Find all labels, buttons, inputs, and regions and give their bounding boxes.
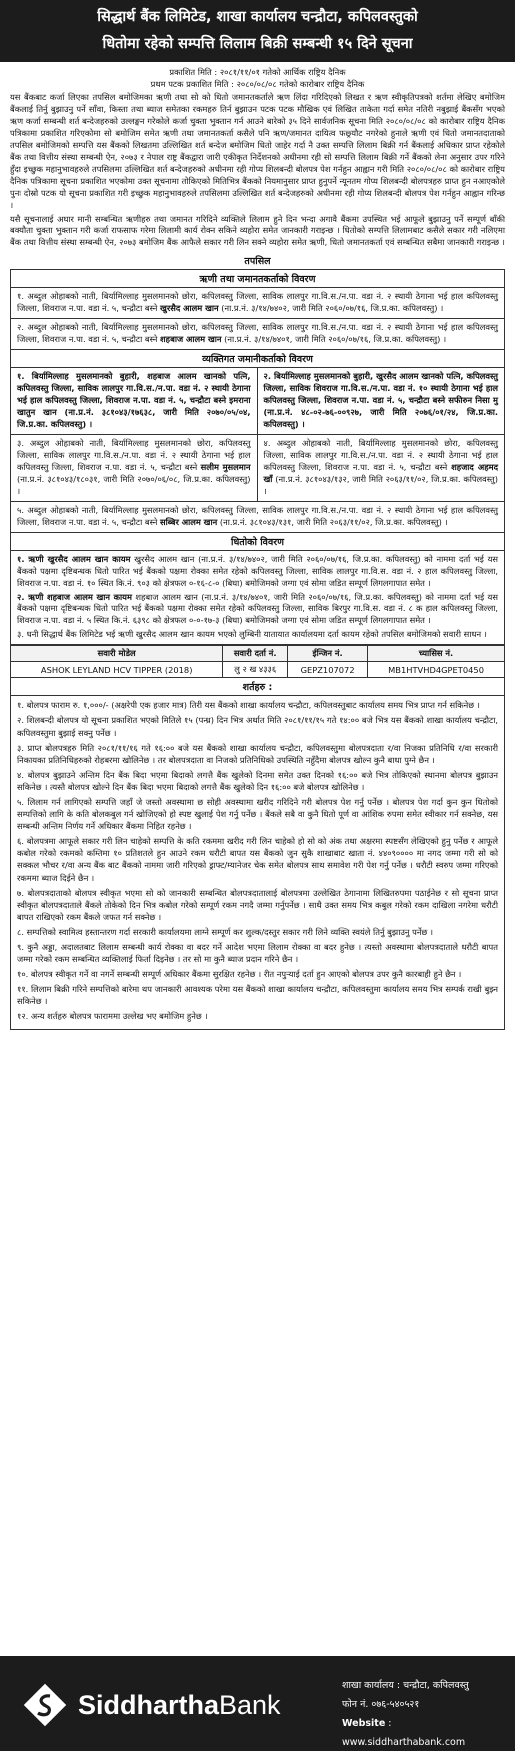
borrower-item [10,288,505,319]
term-item: १२. अन्य शर्तहरु बोलपत्र फाराममा उल्लेख भए बमोजिम हुनेछ । [17,1011,208,1022]
vehicle-table-header [11,646,505,662]
guarantor-item [258,435,505,501]
website [342,1714,515,1751]
collateral-details: ३. धनी सिद्धार्थ बैंक लिमिटेड भई ऋणी खुरसैद आलम खान कायम भएको लुम्बिनी यातायात कार्यालयमा दर्ता कायम रहेको तपसिल बमोजिमको सवारी साधन । [17,629,487,640]
borrower-text: २. अब्दुल ओहाबको नाती, बिर्यामिल्लाह मुसलमानको छोरा, कपिलवस्तु जिल्ला, साविक लालपुर गा.वि.स./न.पा. वडा नं. २ स्थायी ठेगाना भई हाल कपिलवस्तु जिल्ला, शिवराज न.पा. वडा नं. ५, चन्द्रौटा बस्ने [17,322,498,345]
schedule-label: तपसिल [244,256,271,268]
vehicle-registration: लु २ ख ४३३६ [223,662,288,678]
guarantor-item [11,368,258,435]
borrower-name: शहबाज आलम खान [160,334,222,345]
guarantor-text: २. बिर्यामिल्लाह मुसलमानको बुहारी, खुरसैद आलम खानको पत्नि, कपिलवस्तु जिल्ला, साविक शिवराज गा.वि.स./न.पा. वडा नं. १० स्थायी ठेगाना भई हाल कपिलवस्तु जिल्ला, शिवराज न.पा. वडा नं. ५, चन्द्रौटा बस्ने [263,371,498,406]
guarantor-name: इमराना खातुन खान [17,395,251,418]
guarantor-details: (ना.प्र.नं. ४८-०२-७६-००९२७, जारी मिति २०७६/०१/२४, जि.प्र.का. कपिलवस्तु) । [263,407,498,430]
guarantor-name: सलीम मुसलमान [200,461,251,472]
col-model: सवारी मोडेल [11,646,223,662]
bank-name-word-1: Siddhartha [78,1689,220,1720]
term-item: ५. लिलाम गर्न लागिएको सम्पत्ति जहाँ जे जस्तो अवस्थामा छ सोही अवस्थामा खरीद गरिदिने गरी बोलपत्र पेश गर्नु पर्नेछ । बोलपत्र पेश गर्दा कुन कुन धितोको सम्पत्तिको लागि के कति बोलकबुल गर्न खोजिएको हो स्पष्ट खुलाई पेश गर्नु पर्नेछ । बैंकले सबै वा कुनै धितो पूर्ण वा आंशिक रुपमा समेत स्वीकार गर्न सक्नेछ, यस सम्बन्धी अन्तिम निर्णय गर्ने अधिकार बैंकमा निहित रहनेछ । [17,796,498,832]
guarantor-item [11,435,258,501]
collateral-item [17,592,498,628]
guarantor-item [258,368,505,435]
guarantors-title: व्यक्तिगत जमानीकर्ताको विवरण [10,350,505,368]
collateral-item [17,629,498,641]
guarantor-name: शहजाद अहमद खाँ [263,461,499,484]
notice-header [0,0,515,62]
contact-info [342,1676,515,1751]
term-item: ८. सम्पत्तिको स्वामित्व हस्तान्तरण गर्दा सरकारी कार्यालयमा लाग्ने सम्पूर्ण कर शुल्क/दस्तुर सकार गरी लिने व्यक्ति स्वयंले तिर्नु बुझाउनु पर्नेछ । [17,926,434,937]
bank-name-word-2: Bank [219,1689,281,1720]
col-chassis: च्यासिस नं. [368,646,505,662]
vehicle-table [10,645,505,678]
header-line-2: धितोमा रहेको सम्पत्ति लिलाम बिक्री सम्बन्धी १५ दिने सूचना [102,36,413,52]
collateral-details: खुरसैद आलम खान (ना.प्र.नं. ३/१४/७४०२, जारी मिति २०६०/०७/१६, जि.प्र.का. कपिलवस्तु) को नाममा दर्ता भई यस बैंकको पक्षमा दृष्टिबन्धक धितो पारित भई बैंकको पक्षमा रोक्का समेत रहेको कपिलवस्तु जिल्ला, साविक लालपुर गा.वि.स. वडा नं. २ हाल कपिलवस्तु जिल्ला, शिवराज न.पा. वडा नं. १० स्थित कि.नं. ९०३ को क्षेत्रफल ०-१६-८-० (बिघा) बमोजिमको जग्गा एवं सोमा जडित सम्पूर्ण लिगलगापात समेत । [17,553,498,588]
guarantors-grid [10,368,505,502]
terms-list [10,696,505,1029]
collateral-details: शहबाज आलम खान (ना.प्र.नं. ३/१४/७४०१, जारी मिति २०६०/०७/१६, जि.प्र.का. कपिलवस्तु) को नाममा दर्ता भई यस बैंकको पक्षमा दृष्टिबन्धक धितो पारित भई बैंकको पक्षमा रोक्का समेत रहेको कपिलवस्तु जिल्ला, साविक बिरपुर गा.वि.स. वडा नं. ८ क हाल कपिलवस्तु जिल्ला, शिवराज न.पा. वडा नं. ५ स्थित कि.नं. ६३९८ को क्षेत्रफल ०-०-१७-३ (बिघा) बमोजिमको जग्गा एवं सोमा जडित सम्पूर्ण लिगलगापात समेत । [17,591,498,626]
collateral-list [10,551,505,646]
term-item: ९. कुनै अड्डा, अदालतबाट लिलाम सम्बन्धी कार्य रोक्का वा बदर गर्ने आदेश भएमा लिलाम रोक्का वा बदर हुनेछ । त्यस्तो अवस्थामा बोलपत्रदाताले धरौटी बापत जम्मा गरेको रकम सम्बन्धित व्यक्तिलाई फिर्ता दिइनेछ । तर सो मा कुनै ब्याज प्रदान गरिने छैन । [17,942,498,965]
website-label: Website [342,1718,386,1729]
guarantor-item [10,502,505,533]
vehicle-model: ASHOK LEYLAND HCV TIPPER (2018) [11,662,223,678]
term-item: ३. प्राप्त बोलपत्रहरु मिति २०८१/११/१६ गते १६:०० बजे यस बैंकको शाखा कार्यालय चन्द्रौटा, कपिलवस्तुमा बोलपत्रदाता र/वा निजका प्रतिनिधि र/वा सरकारी निकायका प्रतिनिधिहरुको रोहबरमा खोलिनेछ । तर बोलपत्रदाता वा निजको प्रतिनिधिको उपस्थिति नहुँदैमा बोलपत्र खोल्न कुनै बाधा पुग्ने छैन । [17,742,498,765]
publication-info [10,66,505,90]
siddhartha-logo-icon [22,1682,68,1728]
term-item: ७. बोलपत्रदाताको बोलपत्र स्वीकृत भएमा सो को जानकारी सम्बन्धित बोलपत्रदातालाई बोलपत्रमा उल्लेखित ठेगानामा लिखितरुपमा पठाईनेछ र सो सूचना प्राप्त स्वीकृत बोलपत्रदाताले बैंकले तोकेको दिन भित्र कबोल गरेको सम्पूर्ण रकम नगदै जम्मा गर्नुपर्नेछ । साथै उक्त समय भित्र कबुल गरेको रकम दाखिला नगरेमा धरौटी बापत राखिएको रकम बैंकले जफत गर्न सक्नेछ । [17,887,498,922]
table-row [11,662,505,678]
borrowers-title: ऋणी तथा जमानतकर्ताको विवरण [10,269,505,288]
guarantor-text: १. बिर्यामिल्लाह मुसलमानको बुहारी, शहबाज आलम खानको पत्नि, कपिलवस्तु जिल्ला, साविक लालपुर गा.वि.स./न.पा. वडा नं. २ स्थायी ठेगाना भई हाल कपिलवस्तु जिल्ला, शिवराज न.पा. वडा नं. ५, चन्द्रौटा बस्ने [17,371,251,406]
terms-title: शर्तहरु : [10,678,505,696]
borrower-name: खुरसैद आलम खान [160,303,219,314]
borrower-details: (ना.प्र.नं. ३/१४/७४०१, जारी मिति २०६०/०७/१६, जि.प्र.का. कपिलवस्तु) । [221,334,447,345]
intro-paragraph-2: यसै सूचनालाई अघार मानी सम्बन्धित ऋणीहरु तथा जमानत गरिदिने व्यक्तिले लिलाम हुने दिन भन्दा अगावै बैंकमा उपस्थित भई आफूले बुझाउनु पर्ने सम्पूर्ण बाँकी बक्यौता चुक्ता भुक्तान गरी कर्जा राफसाफ गरेमा लिलामी कार्य रोक्न सकिने व्यहोरा समेत जानकारी गराइन्छ । धितोको सम्पत्ति लिलामबाट कसैले सकार गरी नलिएमा बैंक तथा वित्तीय संस्था सम्बन्धी ऐन, २०७३ बमोजिम बैंक आफैले सकार गरी लिन सक्ने व्यहोरा समेत ऋणी, धितो जमानतकर्ता एवं सम्बन्धित सबैमा जानकारी गराइन्छ । [10,213,505,248]
guarantor-details: (ना.प्र.नं. ३८१०४३/१८०३१, जारी मिति २०७०/०६/०८, जि.प्र.का. कपिलवस्तु) । [17,473,251,496]
term-item: ११. लिलाम बिक्री गरिने सम्पत्तिको बारेमा थप जानकारी आवश्यक परेमा यस बैंकको शाखा कार्यालय चन्द्रौटा, कपिलवस्तुमा कार्यालय समय भित्र सम्पर्क राखी बुझ्न सकिनेछ । [17,984,498,1007]
website-url: : www.siddharthabank.com [342,1718,466,1748]
guarantor-details: (ना.प्र.नं. ३८१०४३/१३१, जारी मिति २०६३/११/०२, जि.प्र.का. कपिलवस्तु) । [217,516,448,527]
collateral-owner: २. ऋणी शहबाज आलम खान कायम [17,591,132,602]
header-line-1: सिद्धार्थ बैंक लिमिटेड, शाखा कार्यालय चन्द्रौटा, कपिलवस्तुको [97,9,418,25]
term-item: १. बोलपत्र फाराम रु. १,०००/- (अक्षरेपी एक हजार मात्र) तिरी यस बैंकको शाखा कार्यालय चन्द्रौटा, कपिलवस्तुबाट कार्यालय समय भित्र प्राप्त गर्न सकिनेछ । [17,700,480,711]
notice-body [0,62,515,1030]
guarantor-text: ३. अब्दुल ओहाबको नाती, बिर्यामिल्लाह मुसलमानको छोरा, कपिलवस्तु जिल्ला, साविक लालपुर गा.वि.स./न.पा. वडा नं. २ स्थायी ठेगाना भई हाल कपिलवस्तु जिल्ला, शिवराज न.पा. वडा नं. ५, चन्द्रौटा बस्ने [17,437,251,472]
guarantor-name: सफीरुन निसा मु [448,395,498,406]
bank-name [78,1690,281,1721]
borrower-details: (ना.प्र.नं. ३/१४/७४०२, जारी मिति २०६०/०७/१६, जि.प्र.का. कपिलवस्तु) । [218,303,444,314]
notice-footer [0,1656,515,1751]
publication-date-first: प्रथम पटक प्रकाशित मिति : २०८०/०८/०८ गतेको कारोबार राष्ट्रिय दैनिक [150,79,365,89]
col-registration: सवारी दर्ता नं. [223,646,288,662]
phone-number: फोन नं. ०७६-५४०५२१ [342,1699,420,1710]
term-item: ४. बोलपत्र बुझाउने अन्तिम दिन बैंक बिदा भएमा बिदाको लगत्तै बैंक खुलेको दिनमा समेत उक्त दिनको १६:०० बजे भित्र तोकिएको स्थानमा बोलपत्र बुझाउन सकिनेछ । त्यस्तै बोलपत्र खोल्ने दिन बैंक बिदा भएमा बिदाको लगत्तै बैंक खुलेको दिन १६:०० बजे बोलपत्र खोलिनेछ । [17,769,498,792]
collateral-owner: १. ऋणी खुरसैद आलम खान कायम [17,553,131,564]
publication-date-current: प्रकाशित मिति : २०८१/११/०१ गतेको आर्थिक राष्ट्रिय दैनिक [169,67,346,77]
collateral-title: धितोको विवरण [10,533,505,551]
vehicle-chassis: MB1HTVHD4GPET0450 [368,662,505,678]
term-item: ६. बोलपत्रमा आफूले सकार गरी लिन चाहेको सम्पत्ति के कति रकममा खरीद गरी लिन चाहेको हो सो को अंक तथा अक्षरमा स्पष्टसँग लेखिएको हुनु पर्नेछ र आफूले कबोल गरेको रकमको कम्तिमा १० प्रतिशतले हुन आउने रकम धरौटी बापत यस बैंकको जुन सुकै शाखाबाट खाता नं. ४४०९०००० मा नगद जम्मा गरी सो को सक्कल भौचर र/वा अन्य बैंक बाट बैंकको नाममा जारी गरिएको ड्राफ्ट/म्यानेजर चेक समेत बोलपत्र साथ समावेश गरी पेश गर्नु पर्नेछ । धरौटी स्वरुप जम्मा गरिएको रकममा ब्याज दिईने छैन । [17,836,498,883]
col-engine: ईन्जिन नं. [288,646,368,662]
term-item: १०. बोलपत्र स्वीकृत गर्ने वा नगर्ने सम्बन्धी सम्पूर्ण अधिकार बैंकमा सुरक्षित रहनेछ । रीत नपुऱ्याई दर्ता हुन आएको बोलपत्र उपर कुनै कारबाही हुने छैन । [17,969,462,980]
borrower-text: १. अब्दुल ओहाबको नाती, बिर्यामिल्लाह मुसलमानको छोरा, कपिलवस्तु जिल्ला, साविक लालपुर गा.वि.स./न.पा. वडा नं. २ स्थायी ठेगाना भई हाल कपिलवस्तु जिल्ला, शिवराज न.पा. वडा नं. ५, चन्द्रौटा बस्ने [17,291,498,314]
guarantor-text: ४. अब्दुल ओहाबको नाती, बिर्यामिल्लाह मुसलमानको छोरा, कपिलवस्तु जिल्ला, साविक लालपुर गा.वि.स./न.पा. वडा नं. २ स्थायी ठेगाना भई हाल कपिलवस्तु जिल्ला, शिवराज न.पा. वडा नं. ५, चन्द्रौटा बस्ने [263,437,498,472]
intro-paragraph-1: यस बैंकबाट कर्जा लिएका तपसिल बमोजिमका ऋणी तथा सो को धितो जमानतकर्ताले ऋण लिंदा गरिदिएको लिखत र ऋण स्वीकृतिपत्रको शर्तमा लेखिए बमोजिम बैंकलाई तिर्नु बुझाउनु पर्ने साँवा, किस्ता तथा ब्याज समेतका रकमहरु तिर्न बुझाउन पटक पटक मौखिक एवं लिखित ताकेता गर्दा समेत नतिरी नबुझाई बैंकसँग भएको ऋण कर्जा सम्बन्धी शर्त बन्देजहरुको उल्लङ्घन गरेकोले कर्जा चुक्ता भुक्तान गर्न आउने बारेको ३५ दिने सार्वजनिक सूचना मिति २०८०/०८/०८ को कारोबार राष्ट्रिय दैनिक पत्रिकामा प्रकाशित गरिएकोमा सो बमोजिम समेत ऋणी तथा जमानतकर्ता कसैले पनि ऋण/जमानत दायित्व फछ्र्यौट नगरेको हुनाले ऋणी एवं धितो जमानतदाताको तपसिल बमोजिमको सम्पत्ति यस बैंकको लिखतमा उल्लिखित शर्त बन्देज बमोजिम धितो जाहेर गर्दा नै उक्त सम्पत्ति लिलाम बिक्री गर्न बैंकलाई अधिकार प्राप्त रहेकोले बैंक तथा वित्तीय संस्था सम्बन्धी ऐन, २०७३ र नेपाल राष्ट्र बैंकद्वारा जारी एकीकृत निर्देशनको अधीनमा रही सो सम्पत्ति लिलाम बिक्री गर्ने बैंकको लेना अनुसार उपर गरिने हुँदा इच्छुक महानुभावहरुले तपसिलमा उल्लिखित शर्त बन्देजहरुको अधीनमा रही गोप्य शिलबन्दी बोलपत्र पेश गर्नहुन आह्वान गरी मिति २०८०/०८/०८ को कारोबार राष्ट्रिय दैनिक पत्रिकामा सूचना प्रकाशित भएकोमा उक्त सूचनामा तोकिएको मितिभित्र बैंकको नियमानुसार प्राप्त हुनुपर्ने न्यूनतम गोप्य शिलबन्दी बोलपत्रहरु प्राप्त हुन नआएकोले पुनः दोस्रो पटक यो सूचना प्रकाशित गरी इच्छुक महानुभावहरुले तपसिलमा उल्लिखित शर्त बन्देजहरुको अधीनमा रही गोप्य शिलबन्दी बोलपत्र पेश गर्नहुन आह्वान गरिन्छ । [10,92,505,210]
bank-logo [22,1682,281,1728]
borrower-item [10,319,505,350]
guarantor-details: (ना.प्र.नं. ३८१०४३/१७६३८, जारी मिति २०७०/०५/०४, जि.प्र.का. कपिलवस्तु) । [17,407,251,430]
guarantor-name: सब्बिर आलम खान [160,516,218,527]
branch-address: शाखा कार्यालय : चन्द्रौटा, कपिलवस्तु [342,1680,469,1691]
collateral-item [17,554,498,590]
guarantor-text: ५. अब्दुल ओहाबको नाती, बिर्यामिल्लाह मुसलमानको छोरा, कपिलवस्तु जिल्ला, साविक लालपुर गा.वि.स./न.पा. वडा नं. २ स्थायी ठेगाना भई हाल कपिलवस्तु जिल्ला, शिवराज न.पा. वडा नं. ५, चन्द्रौटा बस्ने [17,504,498,527]
guarantor-details: (ना.प्र.नं. ३८१०४३/१३२, जारी मिति २०६३/११/०२, जि.प्र.का. कपिलवस्तु) । [263,473,498,496]
vehicle-engine: GEPZ107072 [288,662,368,678]
term-item: २. शिलबन्दी बोलपत्र यो सूचना प्रकाशित भएको मितिले १५ (पन्ध्र) दिन भित्र अर्थात मिति २०८१/११/१५ गते १४:०० बजे भित्र यस बैंकको शाखा कार्यालय चन्द्रौटा, कपिलवस्तुमा बुझाई सक्नु पर्नेछ । [17,715,498,738]
